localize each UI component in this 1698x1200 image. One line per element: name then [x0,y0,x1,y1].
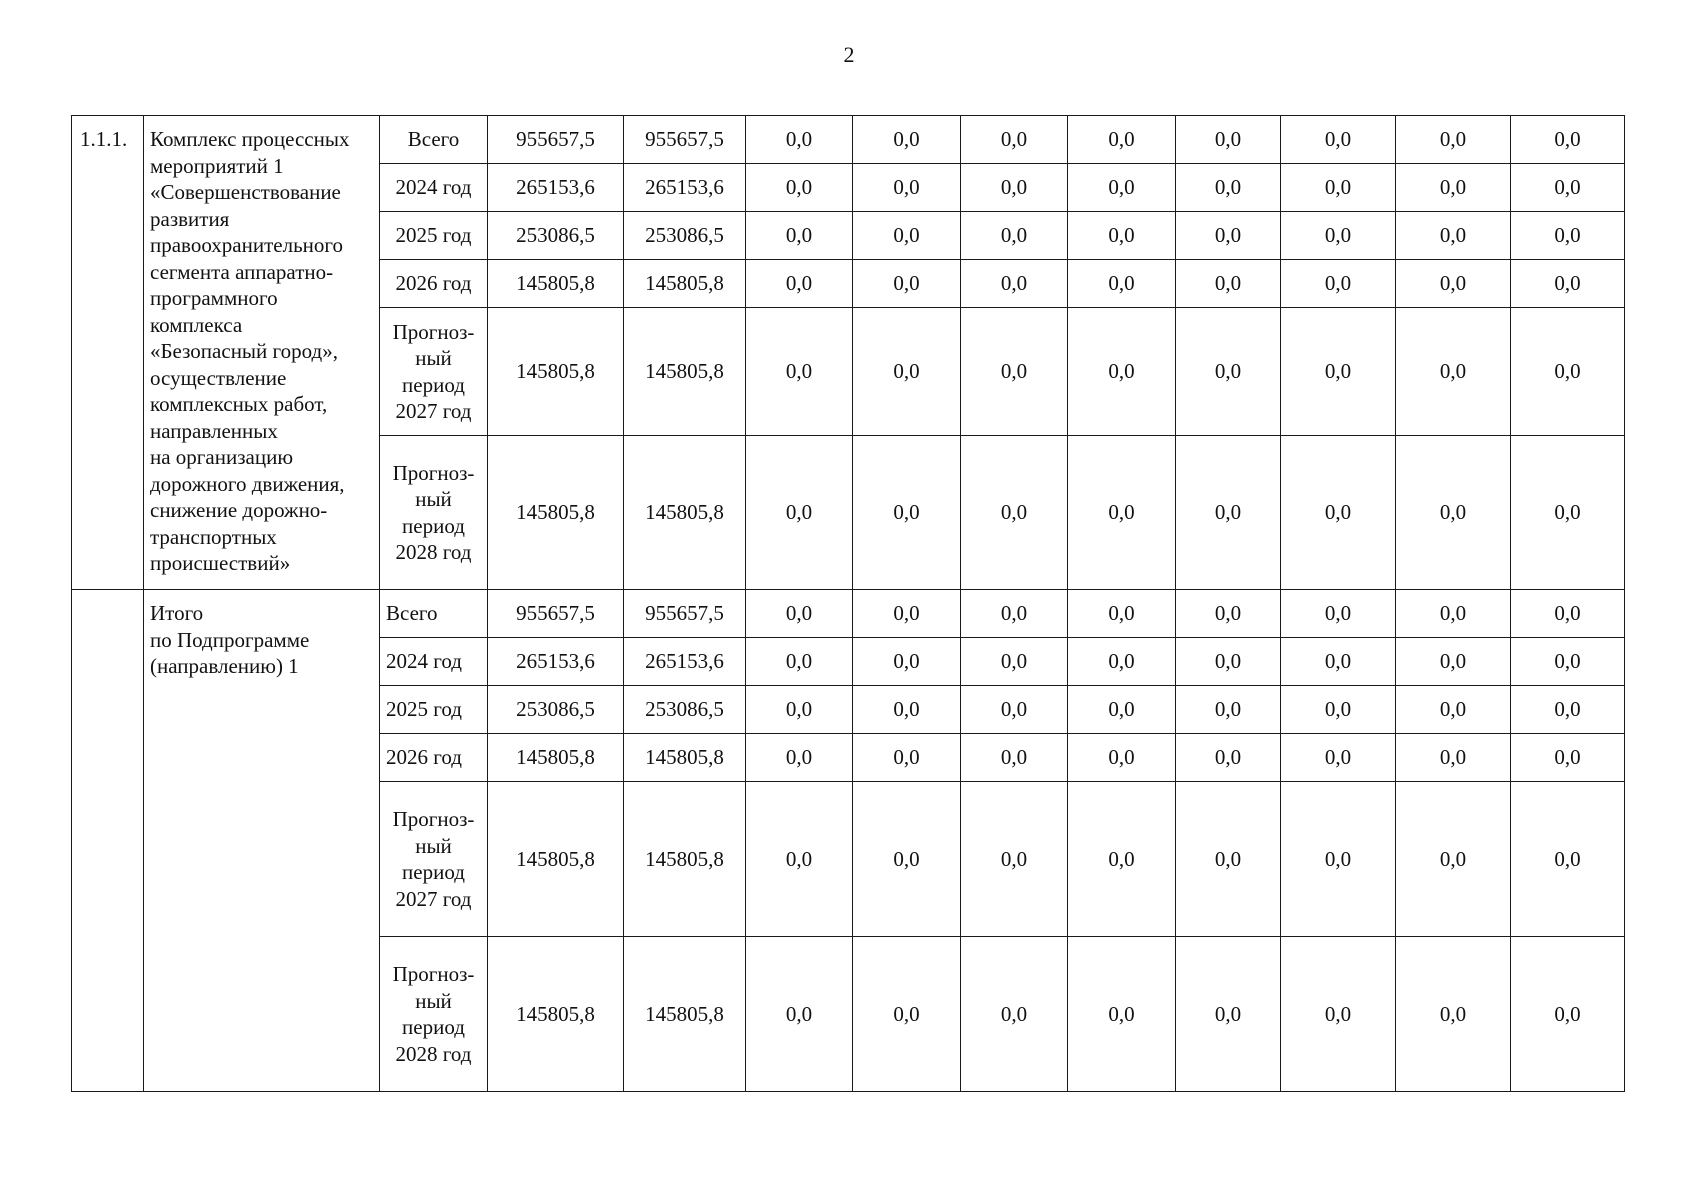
value-cell: 0,0 [1511,308,1625,436]
period-cell [380,734,488,782]
value-cell: 0,0 [746,436,853,590]
item-name-text: Комплекс процессных мероприятий 1 «Совершенствование развития правоохранительного сегмента аппаратно- программного комплекса «Безопасный город», осуществление комплексных работ, направленных на организацию дорожного движения, снижение дорожно- транспортных происшествий» [150,127,350,575]
value-cell: 0,0 [1396,260,1511,308]
value-cell: 253086,5 [624,686,746,734]
value-cell: 0,0 [746,212,853,260]
value-cell: 0,0 [853,590,961,638]
value-cell: 0,0 [1281,686,1396,734]
value-cell: 0,0 [961,116,1068,164]
value-cell: 265153,6 [624,164,746,212]
value-cell: 0,0 [1068,638,1176,686]
value-cell: 0,0 [853,212,961,260]
value-cell: 0,0 [1281,937,1396,1092]
value-cell: 0,0 [1281,436,1396,590]
value-cell: 0,0 [1281,782,1396,937]
value-cell: 0,0 [1176,436,1281,590]
period-label: 2025 год [386,697,462,722]
value-cell: 145805,8 [624,734,746,782]
period-label: 2025 год [395,223,472,248]
value-cell: 0,0 [961,590,1068,638]
value-cell: 0,0 [1396,436,1511,590]
value-cell: 0,0 [1511,116,1625,164]
value-cell: 0,0 [746,782,853,937]
period-cell [380,686,488,734]
table-row [72,116,1625,164]
period-cell [380,212,488,260]
budget-table [71,115,1625,1092]
value-cell: 0,0 [1068,686,1176,734]
value-cell: 0,0 [1396,212,1511,260]
value-cell: 0,0 [1176,734,1281,782]
value-cell: 265153,6 [624,638,746,686]
item-name [144,116,380,590]
value-cell: 0,0 [1068,436,1176,590]
value-cell: 0,0 [1176,212,1281,260]
value-cell: 0,0 [746,164,853,212]
value-cell: 145805,8 [624,436,746,590]
value-cell: 0,0 [1511,212,1625,260]
value-cell: 0,0 [1281,590,1396,638]
value-cell: 0,0 [1396,686,1511,734]
value-cell: 145805,8 [624,260,746,308]
value-cell: 0,0 [961,734,1068,782]
value-cell: 0,0 [746,116,853,164]
value-cell: 0,0 [746,937,853,1092]
value-cell: 253086,5 [488,686,624,734]
value-cell: 265153,6 [488,638,624,686]
value-cell: 145805,8 [488,734,624,782]
period-label: Прогноз- ный период 2028 год [392,460,475,564]
value-cell: 0,0 [1511,638,1625,686]
value-cell: 0,0 [1396,782,1511,937]
period-label: Всего [407,127,460,152]
value-cell: 0,0 [961,164,1068,212]
value-cell: 0,0 [1176,782,1281,937]
value-cell: 0,0 [853,116,961,164]
value-cell: 0,0 [1511,937,1625,1092]
page-number: 2 [843,42,855,67]
value-cell: 0,0 [746,686,853,734]
value-cell: 0,0 [1396,164,1511,212]
value-cell: 0,0 [746,260,853,308]
value-cell: 0,0 [961,782,1068,937]
value-cell: 0,0 [1068,260,1176,308]
value-cell: 0,0 [746,734,853,782]
value-cell: 0,0 [1176,590,1281,638]
value-cell: 0,0 [1281,638,1396,686]
value-cell: 0,0 [746,590,853,638]
value-cell: 0,0 [853,686,961,734]
value-cell: 0,0 [1396,937,1511,1092]
value-cell: 145805,8 [488,260,624,308]
period-cell [380,937,488,1092]
value-cell: 0,0 [1511,686,1625,734]
period-label: 2026 год [386,745,462,770]
item-name [144,590,380,1092]
value-cell: 0,0 [1068,164,1176,212]
period-cell [380,436,488,590]
value-cell: 0,0 [961,436,1068,590]
value-cell: 253086,5 [488,212,624,260]
value-cell: 0,0 [1511,436,1625,590]
value-cell: 0,0 [1176,260,1281,308]
period-cell [380,590,488,638]
value-cell: 145805,8 [488,937,624,1092]
value-cell: 0,0 [1511,782,1625,937]
value-cell: 145805,8 [488,436,624,590]
table-body [72,116,1625,1092]
value-cell: 0,0 [1281,164,1396,212]
value-cell: 0,0 [961,212,1068,260]
period-cell [380,116,488,164]
period-cell [380,164,488,212]
value-cell: 0,0 [1176,116,1281,164]
value-cell: 0,0 [1176,164,1281,212]
value-cell: 955657,5 [488,116,624,164]
value-cell: 145805,8 [488,782,624,937]
value-cell: 0,0 [1281,212,1396,260]
value-cell: 955657,5 [624,116,746,164]
value-cell: 0,0 [1396,734,1511,782]
value-cell: 0,0 [1396,116,1511,164]
value-cell: 0,0 [1068,308,1176,436]
value-cell: 0,0 [1068,590,1176,638]
period-label: 2026 год [395,271,472,296]
value-cell: 0,0 [1068,782,1176,937]
value-cell: 0,0 [853,782,961,937]
value-cell: 0,0 [746,308,853,436]
value-cell: 0,0 [853,937,961,1092]
value-cell: 0,0 [853,734,961,782]
table-row [72,590,1625,638]
period-cell [380,308,488,436]
period-cell [380,782,488,937]
value-cell: 955657,5 [488,590,624,638]
value-cell: 0,0 [1281,260,1396,308]
value-cell: 0,0 [961,686,1068,734]
value-cell: 0,0 [961,937,1068,1092]
value-cell: 145805,8 [624,937,746,1092]
period-label: 2024 год [395,175,472,200]
period-cell [380,638,488,686]
value-cell: 0,0 [1068,116,1176,164]
value-cell: 0,0 [1511,734,1625,782]
period-cell [380,260,488,308]
item-name-text: Итого по Подпрограмме (направлению) 1 [150,601,310,678]
value-cell: 0,0 [961,308,1068,436]
value-cell: 0,0 [1281,308,1396,436]
value-cell: 0,0 [853,436,961,590]
value-cell: 0,0 [1068,937,1176,1092]
value-cell: 0,0 [1396,638,1511,686]
item-number: 1.1.1. [72,116,144,590]
value-cell: 0,0 [1068,212,1176,260]
period-label: Всего [386,601,438,626]
value-cell: 0,0 [1176,937,1281,1092]
value-cell: 265153,6 [488,164,624,212]
value-cell: 955657,5 [624,590,746,638]
value-cell: 0,0 [853,164,961,212]
value-cell: 0,0 [961,638,1068,686]
value-cell: 0,0 [1396,590,1511,638]
period-label: Прогноз- ный период 2027 год [392,807,475,911]
value-cell: 0,0 [853,260,961,308]
period-label: Прогноз- ный период 2027 год [392,319,475,423]
value-cell: 0,0 [1396,308,1511,436]
value-cell: 253086,5 [624,212,746,260]
period-label: 2024 год [386,649,462,674]
value-cell: 0,0 [1281,734,1396,782]
period-label: Прогноз- ный период 2028 год [392,962,475,1066]
value-cell: 0,0 [1281,116,1396,164]
value-cell: 0,0 [1176,308,1281,436]
value-cell: 145805,8 [624,782,746,937]
value-cell: 0,0 [1511,260,1625,308]
value-cell: 0,0 [746,638,853,686]
value-cell: 0,0 [1176,686,1281,734]
item-number [72,590,144,1092]
value-cell: 0,0 [853,638,961,686]
value-cell: 0,0 [961,260,1068,308]
value-cell: 145805,8 [488,308,624,436]
value-cell: 0,0 [1511,590,1625,638]
value-cell: 0,0 [1068,734,1176,782]
value-cell: 0,0 [1176,638,1281,686]
value-cell: 0,0 [1511,164,1625,212]
value-cell: 0,0 [853,308,961,436]
value-cell: 145805,8 [624,308,746,436]
